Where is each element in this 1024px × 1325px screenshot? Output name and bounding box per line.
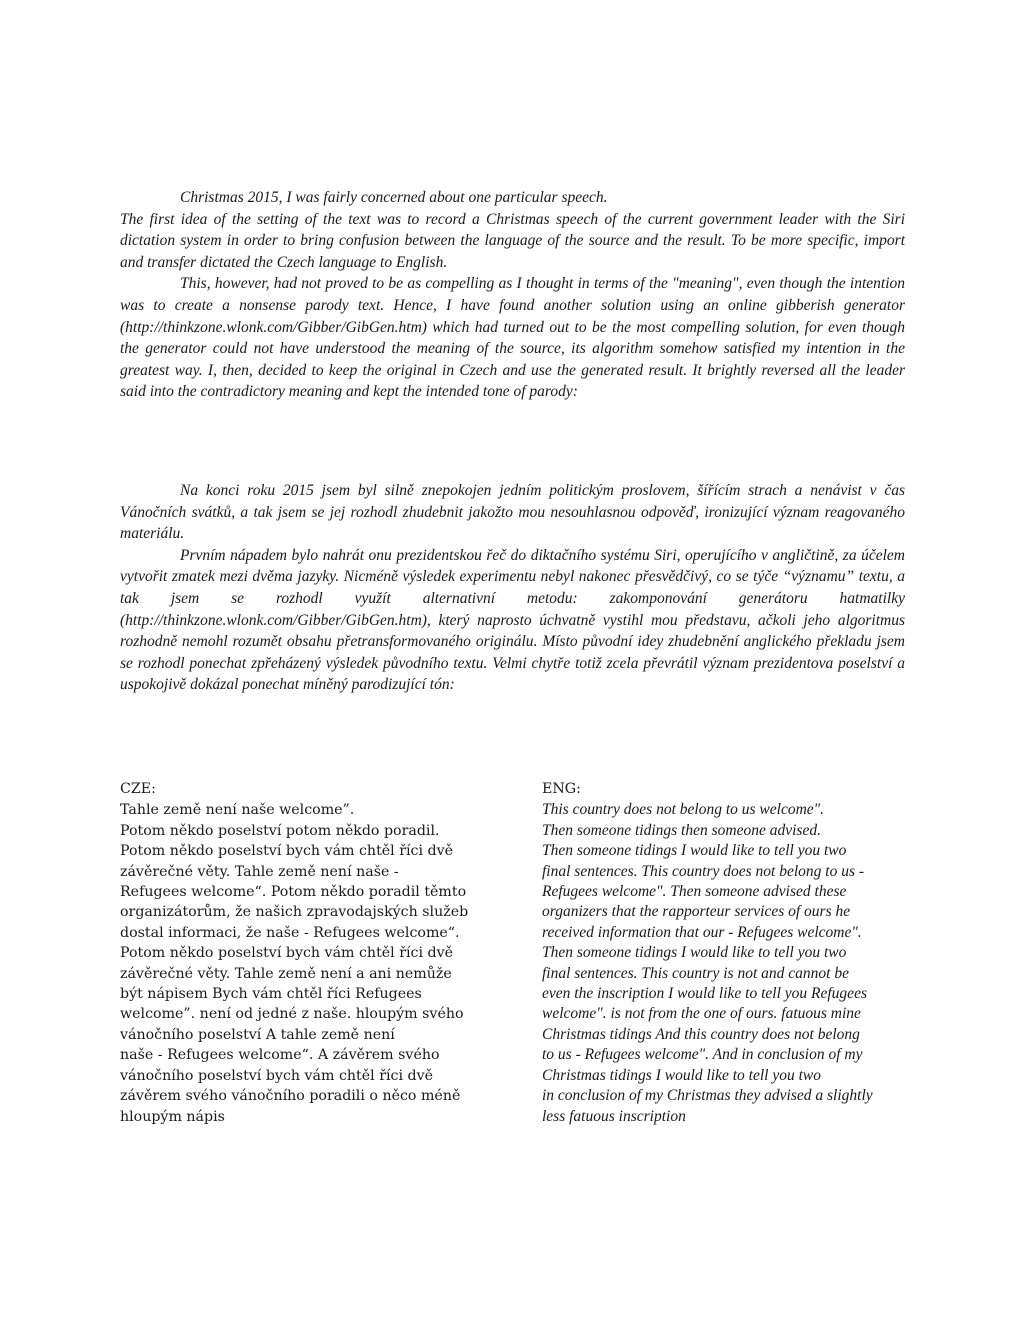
text-line: less fatuous inscription [542, 1107, 686, 1125]
text-line: Refugees welcome". Then someone advised these [542, 883, 847, 901]
text-line: Potom někdo poselství bych vám chtěl říci dvě [120, 945, 454, 962]
text-line: Then someone tidings I would like to tell you two [542, 842, 847, 860]
text-line: in conclusion of my Christmas they advised a slightly [542, 1087, 873, 1105]
text-line: Tahle země není naše welcome”. [120, 802, 355, 819]
text-line: závěrečné věty. Tahle země není a ani nemůže [120, 965, 452, 982]
czech-paragraph: Prvním nápadem bylo nahrát onu prezidentskou řeč do diktačního systému Siri, operujícího v angličtině, za účelem vytvořit zmatek mezi dvěma jazyky. Nicméně výsledek experimentu nebyl nakonec přesvědčivý, co se týče “významu” textu, a tak jsem se rozhodl využít alternativní metodu: zakomponování generátoru hatmatilky (http://thinkzone.wlonk.com/Gibber/GibGen.htm), který naprosto úchvatně vystihl mou představu, ačkoli jeho algoritmus rozhodně nemohl rozumět obsahu přetransformovaného originálu. Místo původní idey zhudebnění anglického překladu jsem se rozhodl ponechat zpřeházený výsledek původního textu. Velmi chytře totiž zcela převrátil význam prezidentova poselství a uspokojivě dokázal ponechat míněný parodizující tón: [120, 546, 905, 694]
text-line: Potom někdo poselství potom někdo poradil. [120, 822, 440, 839]
english-column-heading: ENG: [542, 781, 581, 797]
text-line: to us - Refugees welcome". And in conclusion of my [542, 1046, 863, 1064]
text-line: even the inscription I would like to tell you Refugees [542, 985, 867, 1003]
text-line: organizátorům, že našich zpravodajských služeb [120, 904, 469, 921]
text-line: Then someone tidings then someone advised. [542, 821, 821, 839]
english-introduction [120, 187, 905, 403]
text-line: dostal informaci, že naše - Refugees welcome“. [120, 924, 460, 941]
english-paragraph: Christmas 2015, I was fairly concerned about one particular speech. [180, 189, 608, 206]
text-line: Christmas tidings I would like to tell you two [542, 1066, 821, 1084]
text-line: final sentences. This country is not and cannot be [542, 964, 849, 982]
text-line: hloupým nápis [120, 1108, 225, 1125]
text-line: organizers that the rapporteur services of ours he [542, 903, 851, 921]
text-line: welcome”. není od jedné z naše. hloupým svého [120, 1006, 464, 1023]
english-paragraph: The first idea of the setting of the text was to record a Christmas speech of the current government leader with the Siri dictation system in order to bring confusion between the language of the source and the result. To be more specific, import and transfer dictated the Czech language to English. [120, 210, 905, 271]
text-line: Christmas tidings And this country does not belong [542, 1025, 860, 1043]
czech-paragraph: Na konci roku 2015 jsem byl silně znepokojen jedním politickým proslovem, šířícím strach a nenávist v čas Vánočních svátků, a tak jsem se jej rozhodl zhudebnit jakožto mou nesouhlasnou odpověď, ironizující význam reagovaného materiálu. [120, 482, 905, 543]
english-paragraph: This, however, had not proved to be as compelling as I thought in terms of the "meaning", even though the intention was to create a nonsense parody text. Hence, I have found another solution using an online gibberish generator (http://thinkzone.wlonk.com/Gibber/GibGen.htm) which had turned out to be the most compelling solution, for even though the generator could not have understood the meaning of the source, its algorithm somehow satisfied my intention in the greatest way. I, then, decided to keep the original in Czech and use the generated result. It brightly reversed all the leader said into the contradictory meaning and kept the intended tone of parody: [120, 275, 905, 401]
text-line: Then someone tidings I would like to tell you two [542, 944, 847, 962]
english-lines [542, 800, 922, 1127]
text-line: vánočního poselství bych vám chtěl říci dvě [120, 1067, 434, 1084]
text-line: Refugees welcome“. Potom někdo poradil těmto [120, 884, 467, 901]
czech-lines [120, 800, 500, 1127]
english-column [542, 779, 922, 1127]
text-line: Potom někdo poselství bych vám chtěl říci dvě [120, 843, 454, 860]
text-line: received information that our - Refugees welcome". [542, 923, 862, 941]
text-line: final sentences. This country does not belong to us - [542, 862, 865, 880]
text-line: závěrečné věty. Tahle země není naše - [120, 863, 399, 880]
czech-column-heading: CZE: [120, 781, 156, 797]
text-line: vánočního poselství A tahle země není [120, 1026, 395, 1043]
czech-introduction [120, 480, 905, 696]
text-line: být nápisem Bych vám chtěl říci Refugees [120, 986, 422, 1003]
text-line: This country does not belong to us welcome". [542, 801, 825, 819]
czech-column [120, 779, 500, 1127]
text-line: naše - Refugees welcome“. A závěrem svého [120, 1047, 440, 1064]
text-line: welcome". is not from the one of ours. fatuous mine [542, 1005, 861, 1023]
text-line: závěrem svého vánočního poradili o něco méně [120, 1088, 461, 1105]
